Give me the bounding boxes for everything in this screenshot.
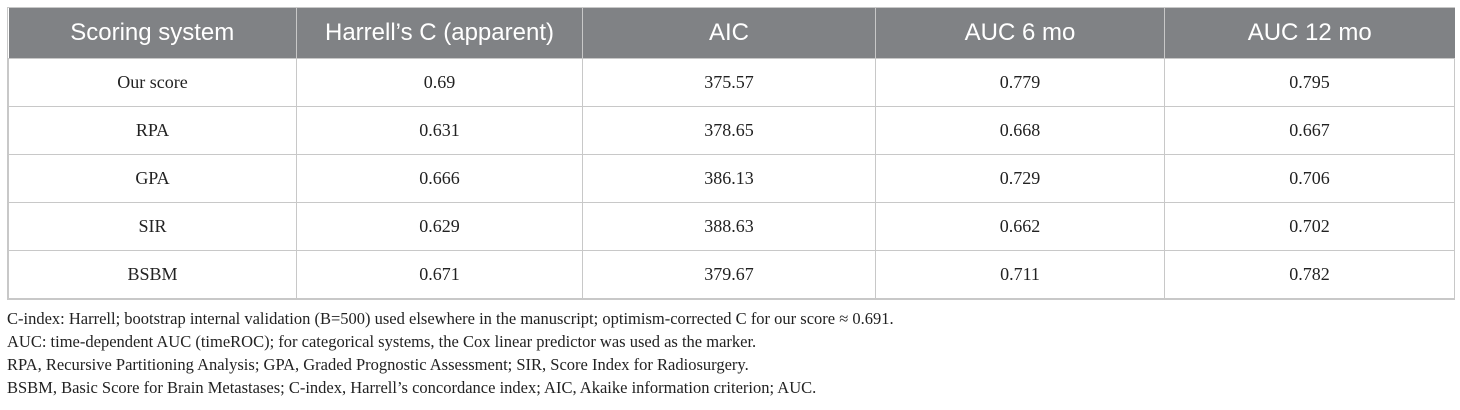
cell-aic: 378.65 (583, 107, 876, 155)
table-header (9, 8, 1455, 59)
cell-scoring-system: SIR (9, 203, 297, 251)
cell-harrells-c: 0.631 (297, 107, 583, 155)
cell-aic: 386.13 (583, 155, 876, 203)
cell-auc-12mo: 0.795 (1165, 59, 1455, 107)
cell-auc-12mo: 0.702 (1165, 203, 1455, 251)
cell-auc-12mo: 0.782 (1165, 251, 1455, 299)
header-harrells-c: Harrell’s C (apparent) (297, 8, 583, 59)
cell-auc-12mo: 0.667 (1165, 107, 1455, 155)
cell-aic: 379.67 (583, 251, 876, 299)
cell-scoring-system: Our score (9, 59, 297, 107)
cell-harrells-c: 0.671 (297, 251, 583, 299)
cell-aic: 375.57 (583, 59, 876, 107)
footnote-c-index: C-index: Harrell; bootstrap internal validation (B=500) used elsewhere in the manuscript; optimism-corrected C for our score ≈ 0.691. (7, 309, 894, 328)
cell-auc-6mo: 0.729 (876, 155, 1165, 203)
header-scoring-system: Scoring system (9, 8, 297, 59)
cell-auc-6mo: 0.668 (876, 107, 1165, 155)
header-auc-12mo: AUC 12 mo (1165, 8, 1455, 59)
table-body (9, 59, 1455, 299)
table-footnotes (7, 307, 1447, 399)
scoring-comparison-table (8, 8, 1455, 299)
cell-harrells-c: 0.666 (297, 155, 583, 203)
table-row (9, 203, 1455, 251)
header-aic: AIC (583, 8, 876, 59)
cell-auc-6mo: 0.711 (876, 251, 1165, 299)
cell-aic: 388.63 (583, 203, 876, 251)
cell-scoring-system: RPA (9, 107, 297, 155)
cell-harrells-c: 0.69 (297, 59, 583, 107)
cell-auc-12mo: 0.706 (1165, 155, 1455, 203)
footnote-abbreviations-continued: BSBM, Basic Score for Brain Metastases; C-index, Harrell’s concordance index; AIC, Akaike information criterion; AUC. (7, 378, 817, 397)
cell-scoring-system: BSBM (9, 251, 297, 299)
table-row (9, 251, 1455, 299)
cell-auc-6mo: 0.779 (876, 59, 1165, 107)
footnote-auc: AUC: time-dependent AUC (timeROC); for categorical systems, the Cox linear predictor was used as the marker. (7, 332, 757, 351)
table-row (9, 155, 1455, 203)
table-row (9, 59, 1455, 107)
cell-scoring-system: GPA (9, 155, 297, 203)
header-auc-6mo: AUC 6 mo (876, 8, 1165, 59)
footnote-abbreviations: RPA, Recursive Partitioning Analysis; GPA, Graded Prognostic Assessment; SIR, Score Index for Radiosurgery. (7, 355, 749, 374)
cell-auc-6mo: 0.662 (876, 203, 1165, 251)
table-row (9, 107, 1455, 155)
header-row (9, 8, 1455, 59)
cell-harrells-c: 0.629 (297, 203, 583, 251)
scoring-comparison-table-container (7, 7, 1455, 300)
